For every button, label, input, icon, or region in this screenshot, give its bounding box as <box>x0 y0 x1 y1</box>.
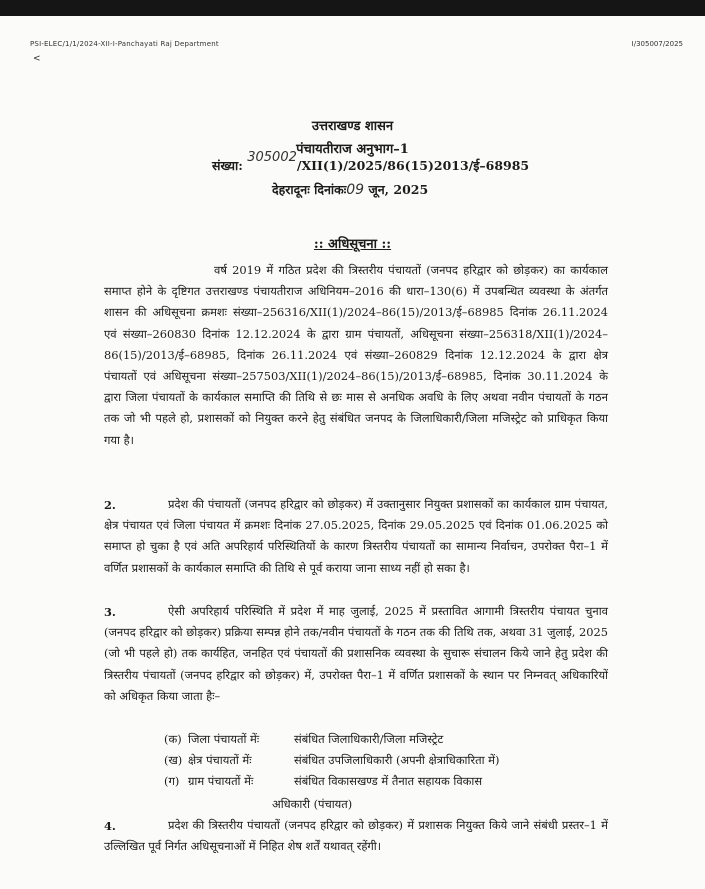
date-label: देहरादूनः दिनांकः <box>272 182 347 197</box>
top-edge-band <box>0 0 705 16</box>
paragraph-3-number: 3. <box>104 605 116 619</box>
file-number: I/305007/2025 <box>631 40 683 48</box>
file-reference: PSI-ELEC/1/1/2024-XII-I-Panchayati Raj Department <box>30 40 219 48</box>
handwritten-date: 09 <box>346 182 365 198</box>
corner-mark: < <box>33 54 41 64</box>
paragraph-4: प्रदेश की त्रिस्तरीय पंचायतों (जनपद हरिद्वार को छोड़कर) में प्रशासक नियुक्त किये जाने संबंधी प्रस्तर–1 में उल्लिखित पूर्व निर्गत अधिसूचनाओं में निहित शेष शर्तें यथावत् रहेंगी। <box>104 818 608 854</box>
paragraph-2: प्रदेश की पंचायतों (जनपद हरिद्वार को छोड़कर) में उक्तानुसार नियुक्त प्रशासकों का कार्यकाल ग्राम पंचायत, क्षेत्र पंचायत एवं जिला पंचायत में क्रमशः दिनांक 27.05.2025, दिनांक 29.05.2025 एवं दिनांक 01.06.2025 को समाप्त हो चुका है एवं अति अपरिहार्य परिस्थितियों के कारण त्रिस्तरीय पंचायतों का सामान्य निर्वाचन, उपरोक्त पैरा–1 में वर्णित प्रशासकों के कार्यकाल समाप्ति की तिथि से पूर्व कराया जाना साध्य नहीं हो सका है। <box>104 497 608 575</box>
document-page <box>0 16 705 889</box>
reference-number <box>212 150 530 174</box>
section-name: पंचायतीराज अनुभाग–1 <box>296 142 409 157</box>
officer-list <box>104 729 608 792</box>
list-item: (ख) क्षेत्र पंचायतों मेंः संबंधित उपजिलाधिकारी (अपनी क्षेत्राधिकारिता में) <box>164 753 500 767</box>
list-item: (ग) ग्राम पंचायतों मेंः संबंधित विकासखण्ड में तैनात सहायक विकास <box>164 774 483 788</box>
notice-title: :: अधिसूचना :: <box>313 237 392 252</box>
government-name: उत्तराखण्ड शासन <box>311 119 394 134</box>
list-item: (क) जिला पंचायतों मेंः संबंधित जिलाधिकारी/जिला मजिस्ट्रेट <box>164 732 444 746</box>
paragraph-3: ऐसी अपरिहार्य परिस्थिति में प्रदेश में माह जुलाई, 2025 में प्रस्तावित आगामी त्रिस्तरीय पंचायत चुनाव (जनपद हरिद्वार को छोड़कर) प्रक्रिया सम्पन्न होने तक/नवीन पंचायतों के गठन तक की तिथि तक, अथवा 31 जुलाई, 2025 (जो भी पहले हो) तक कार्यहित, जनहित एवं पंचायतों की प्रशासनिक व्यवस्था के सुचारू संचालन किये जाने हेतु प्रदेश की त्रिस्तरीय पंचायतों (जनपद हरिद्वार को छोड़कर) में, उपरोक्त पैरा–1 में वर्णित प्रशासकों के स्थान पर निम्नवत् अधिकारियों को अधिकृत किया जाता हैः– <box>104 604 608 703</box>
handwritten-number: 305002 <box>247 150 297 165</box>
date-rest: जून, 2025 <box>368 182 429 197</box>
paragraph-4-number: 4. <box>104 819 116 833</box>
number-label: संख्या: <box>212 158 243 173</box>
issue-date <box>272 181 428 198</box>
paragraph-1: वर्ष 2019 में गठित प्रदेश की त्रिस्तरीय पंचायतों (जनपद हरिद्वार को छोड़कर) का कार्यकाल समाप्त होने के दृष्टिगत उत्तराखण्ड पंचायतीराज अधिनियम–2016 की धारा–130(6) में उपबन्धित व्यवस्था के अंतर्गत शासन की अधिसूचना क्रमशः संख्या–256316/XII(1)/2024–86(15)/2013/ई–68985 दिनांक 26.11.2024 एवं संख्या–260830 दिनांक 12.12.2024 के द्वारा ग्राम पंचायतों, अधिसूचना संख्या–256318/XII(1)/2024–86(15)/2013/ई–68985, दिनांक 26.11.2024 एवं संख्या–260829 दिनांक 12.12.2024 के द्वारा क्षेत्र पंचायतों एवं अधिसूचना संख्या–257503/XII(1)/2024–86(15)/2013/ई–68985, दिनांक 30.11.2024 के द्वारा जिला पंचायतों के कार्यकाल समाप्ति की तिथि से छः मास से अनधिक अवधि के लिए अथवा नवीन पंचायतों के गठन तक जो भी पहले हो, प्रशासकों को नियुक्त करने हेतु संबंधित जनपद के जिलाधिकारी/जिला मजिस्ट्रेट को प्राधिकृत किया गया है। <box>104 263 608 447</box>
paragraph-2-number: 2. <box>104 498 116 512</box>
officer-list-continuation: अधिकारी (पंचायत) <box>272 797 353 811</box>
number-rest: /XII(1)/2025/86(15)2013/ई–68985 <box>296 158 530 173</box>
